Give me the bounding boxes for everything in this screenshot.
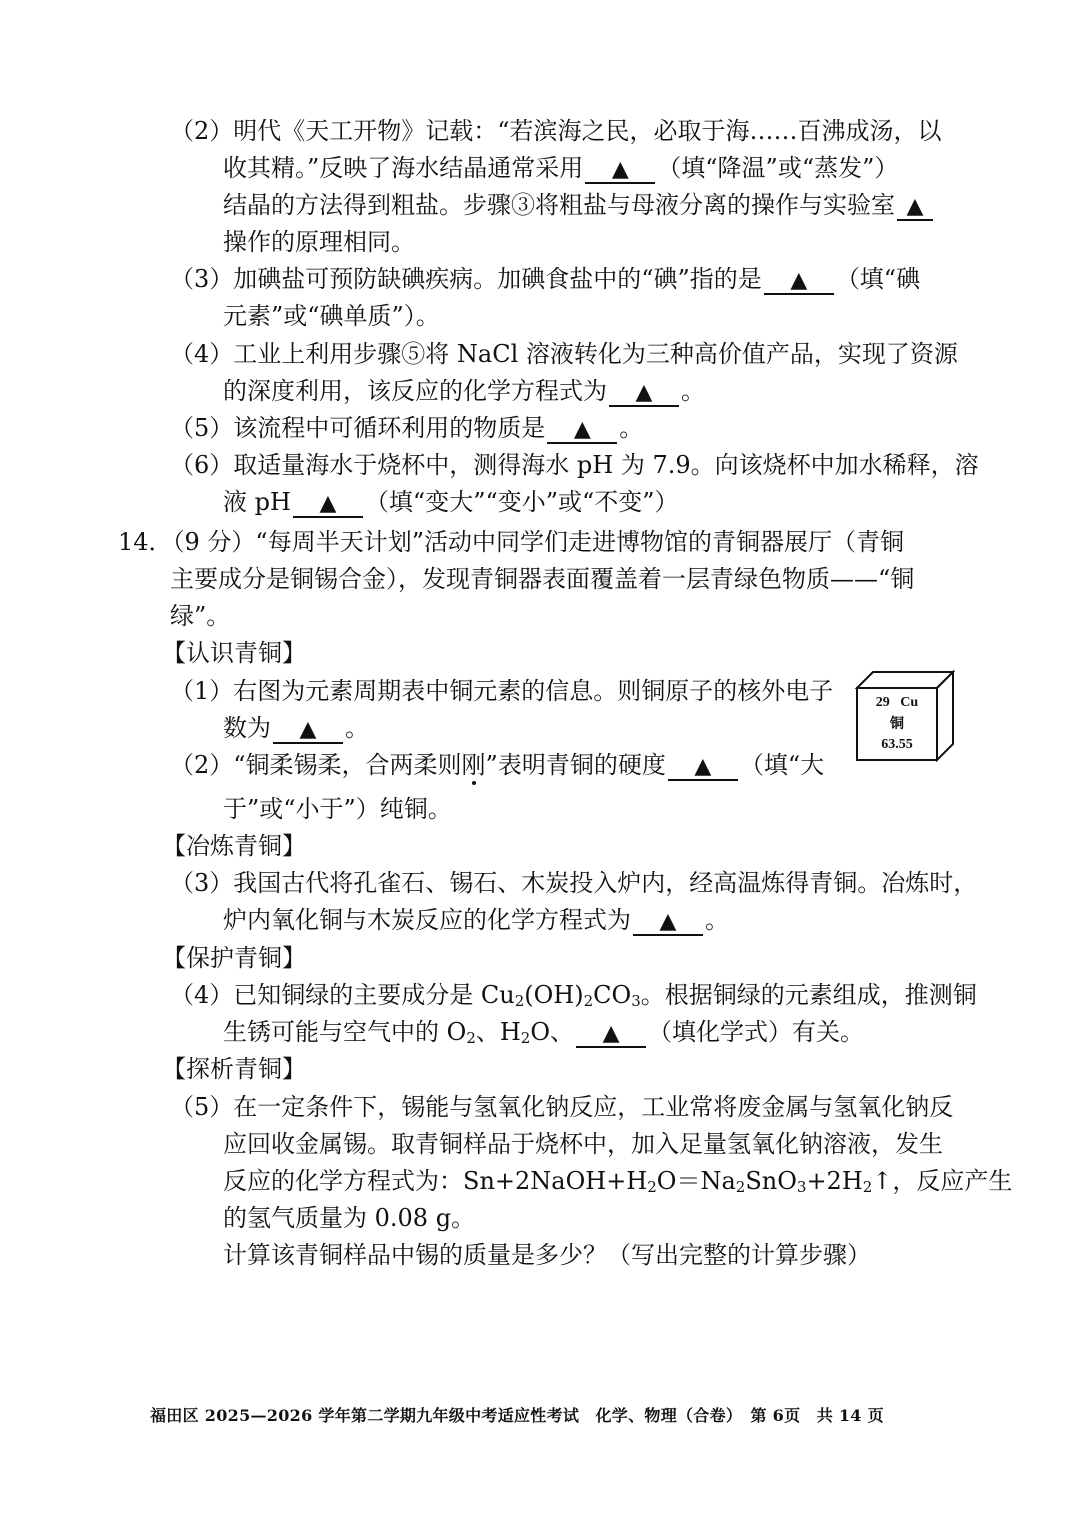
q14-p2-line2: 于”或“小于”）纯铜。 — [223, 795, 452, 823]
text: O、 — [530, 1018, 575, 1046]
section-heading: 【保护青铜】 — [162, 944, 306, 972]
answer-blank[interactable] — [273, 716, 343, 744]
answer-blank[interactable] — [585, 156, 655, 184]
text: 。 — [345, 714, 369, 742]
q14-p5-line3 — [223, 1166, 1012, 1196]
text: 数为 — [223, 714, 271, 742]
text: 反应的化学方程式为：Sn+2NaOH+H — [223, 1167, 648, 1195]
q13-p2-line4: 操作的原理相同。 — [223, 228, 415, 256]
q14-stem-line1: 14．（9 分）“每周半天计划”活动中同学们走进博物馆的青铜器展厅（青铜 — [118, 528, 904, 556]
text: 结晶的方法得到粗盐。步骤③将粗盐与母液分离的操作与实验室 — [223, 191, 895, 219]
text: 炉内氧化铜与木炭反应的化学方程式为 — [223, 906, 631, 934]
q13-p4-line1: （4）工业上利用步骤⑤将 NaCl 溶液转化为三种高价值产品，实现了资源 — [170, 340, 958, 368]
subscript: 2 — [520, 1029, 531, 1047]
text: （5）该流程中可循环利用的物质是 — [170, 414, 546, 442]
blank-mark: ▲ — [299, 717, 317, 742]
q14-p1-line1: （1）右图为元素周期表中铜元素的信息。则铜原子的核外电子 — [170, 677, 834, 705]
blank-mark: ▲ — [635, 380, 653, 405]
blank-mark: ▲ — [573, 417, 591, 442]
blank-mark: ▲ — [694, 754, 712, 779]
text: O＝Na — [656, 1167, 736, 1195]
subscript: 2 — [583, 992, 594, 1010]
section-heading: 【认识青铜】 — [162, 639, 306, 667]
q14-stem-line2: 主要成分是铜锡合金），发现青铜器表面覆盖着一层青绿色物质——“铜 — [170, 565, 915, 593]
answer-blank[interactable] — [764, 267, 834, 295]
emphasis-char: 刚 — [461, 751, 486, 779]
text: 。 — [705, 906, 729, 934]
answer-blank[interactable] — [547, 416, 617, 444]
text: 。 — [619, 414, 644, 442]
blank-mark: ▲ — [659, 909, 677, 934]
text: 液 pH — [223, 488, 291, 516]
answer-blank[interactable] — [633, 908, 703, 936]
text: （填“碘 — [835, 265, 921, 293]
q14-p3-line2 — [223, 905, 729, 936]
q14-stem-line3: 绿”。 — [170, 602, 231, 630]
blank-mark: ▲ — [611, 157, 629, 182]
q14-p3-line1: （3）我国古代将孔雀石、锡石、木炭投入炉内，经高温炼得青铜。冶炼时， — [170, 869, 978, 897]
blank-mark: ▲ — [906, 194, 924, 219]
text: 的深度利用，该反应的化学方程式为 — [223, 377, 607, 405]
element-symbol: Cu — [900, 695, 919, 710]
text: SnO — [745, 1167, 797, 1195]
q13-p5-line1 — [170, 413, 643, 444]
text: +2H — [806, 1167, 863, 1195]
section-heading: 【探析青铜】 — [162, 1055, 306, 1083]
q13-p3-line1 — [170, 264, 920, 295]
text: （填“变大”“变小”或“不变”） — [364, 488, 679, 516]
blank-mark: ▲ — [602, 1021, 620, 1046]
q14-p5-line1: （5）在一定条件下，锡能与氢氧化钠反应，工业常将废金属与氢氧化钠反 — [170, 1093, 954, 1121]
q13-p2-line2 — [223, 153, 898, 184]
q14-p1-line2 — [223, 713, 369, 744]
atomic-number: 29 — [875, 695, 890, 710]
subscript: 3 — [631, 992, 641, 1010]
q14-p2-line1 — [170, 750, 824, 781]
subscript: 2 — [862, 1178, 873, 1196]
q14-p5-line5: 计算该青铜样品中锡的质量是多少？（写出完整的计算步骤） — [223, 1241, 871, 1269]
q13-p2-line3 — [223, 190, 935, 221]
q14-p5-line2: 应回收金属锡。取青铜样品于烧杯中，加入足量氢氧化钠溶液，发生 — [223, 1130, 943, 1158]
page-footer: 福田区 2025—2026 学年第二学期九年级中考适应性考试 化学、物理（合卷） 第 6页 共 14 页 — [150, 1406, 884, 1425]
answer-blank[interactable] — [897, 193, 933, 221]
text: 、H — [475, 1018, 521, 1046]
section-heading: 【冶炼青铜】 — [162, 832, 306, 860]
text: （4）已知铜绿的主要成分是 Cu — [170, 981, 515, 1009]
answer-blank[interactable] — [293, 490, 363, 518]
text: （填化学式）有关。 — [648, 1018, 865, 1046]
blank-mark: ▲ — [319, 491, 337, 516]
subscript: 2 — [466, 1029, 476, 1047]
text: 收其精。”反映了海水结晶通常采用 — [223, 154, 584, 182]
q14-p4-line2 — [223, 1017, 864, 1048]
text: ↑，反应产生 — [872, 1167, 1013, 1195]
text: 生锈可能与空气中的 O — [223, 1018, 467, 1046]
text: (OH) — [524, 981, 584, 1009]
q14-p5-line4: 的氢气质量为 0.08 g。 — [223, 1204, 476, 1232]
q13-p6-line2 — [223, 487, 679, 518]
subscript: 2 — [647, 1178, 657, 1196]
q13-p4-line2 — [223, 376, 705, 407]
subscript: 2 — [735, 1178, 746, 1196]
q13-p3-line2: 元素”或“碘单质”）。 — [223, 302, 440, 330]
subscript: 2 — [514, 992, 525, 1010]
text: （2）“铜柔锡柔，合两柔则 — [170, 751, 462, 779]
q14-p4-line1 — [170, 980, 977, 1010]
text: （3）加碘盐可预防缺碘疾病。加碘食盐中的“碘”指的是 — [170, 265, 762, 293]
text: ”表明青铜的硬度 — [485, 751, 666, 779]
answer-blank[interactable] — [576, 1020, 646, 1048]
answer-blank[interactable] — [609, 379, 679, 407]
q13-p6-line1: （6）取适量海水于烧杯中，测得海水 pH 为 7.9。向该烧杯中加水稀释，溶 — [170, 451, 979, 479]
text: （填“大 — [739, 751, 825, 779]
text: 。 — [681, 377, 705, 405]
answer-blank[interactable] — [668, 753, 738, 781]
text: 。根据铜绿的元素组成，推测铜 — [640, 981, 977, 1009]
subscript: 3 — [796, 1178, 807, 1196]
q13-p2-line1: （2）明代《天工开物》记载：“若滨海之民，必取于海……百沸成汤，以 — [170, 117, 942, 145]
blank-mark: ▲ — [790, 268, 808, 293]
text: （填“降温”或“蒸发”） — [657, 154, 899, 182]
text: CO — [593, 981, 632, 1009]
atomic-mass: 63.55 — [881, 737, 913, 752]
element-name: 铜 — [890, 717, 904, 732]
element-number-symbol — [862, 694, 932, 712]
copper-element-card — [855, 670, 955, 762]
